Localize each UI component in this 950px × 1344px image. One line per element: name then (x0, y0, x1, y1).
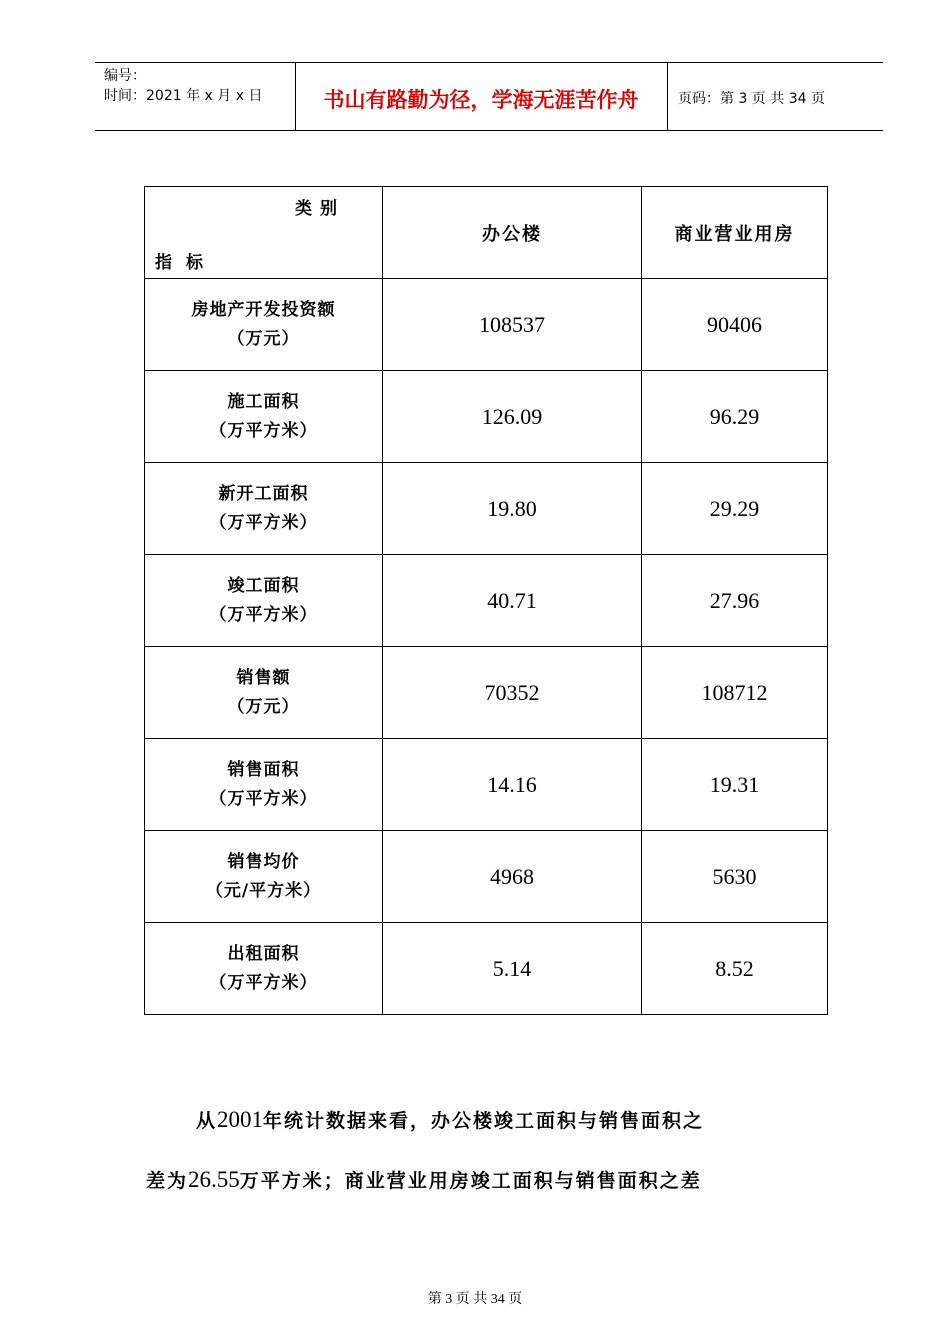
cell-commercial-value: 29.29 (642, 463, 828, 555)
header-bottom-rule (95, 130, 883, 131)
row-label (145, 739, 383, 831)
page-footer: 第 3 页 共 34 页 (427, 1292, 523, 1307)
row-label-name: 销售均价 (227, 851, 300, 872)
cell-office-value: 108537 (383, 279, 642, 371)
cell-commercial-value: 19.31 (642, 739, 828, 831)
table-row (145, 923, 828, 1015)
paragraph-text: 年统计数据来看，办公楼竣工面积与销售面积之 (263, 1110, 705, 1132)
row-label-name: 新开工面积 (218, 483, 309, 504)
row-label-unit: （万元） (227, 328, 300, 349)
row-label-name: 竣工面积 (227, 575, 300, 596)
cell-commercial-value: 90406 (642, 279, 828, 371)
row-label-unit: （万平方米） (209, 972, 318, 993)
table-row (145, 463, 828, 555)
paragraph-text: 差为 (146, 1170, 189, 1192)
paragraph-line-2 (146, 1166, 846, 1193)
cell-office-value: 5.14 (383, 923, 642, 1015)
row-label-name: 房地产开发投资额 (191, 299, 336, 320)
cell-office-value: 70352 (383, 647, 642, 739)
row-label (145, 555, 383, 647)
header-divider-right (667, 62, 668, 130)
row-label (145, 647, 383, 739)
corner-category-label: 类别 (295, 199, 345, 219)
row-label-unit: （元/平方米） (205, 880, 322, 901)
paragraph-year: 2001 (217, 1107, 264, 1132)
row-label-name: 销售额 (236, 667, 291, 688)
row-label-unit: （万平方米） (209, 512, 318, 533)
cell-office-value: 4968 (383, 831, 642, 923)
row-label-unit: （万平方米） (209, 420, 318, 441)
row-label-name: 施工面积 (227, 391, 300, 412)
cell-commercial-value: 108712 (642, 647, 828, 739)
cell-commercial-value: 27.96 (642, 555, 828, 647)
table-row (145, 739, 828, 831)
table-row (145, 371, 828, 463)
cell-commercial-value: 96.29 (642, 371, 828, 463)
paragraph-number: 26.55 (188, 1167, 240, 1192)
row-label (145, 831, 383, 923)
row-label (145, 279, 383, 371)
header-top-rule (95, 62, 883, 63)
cell-commercial-value: 8.52 (642, 923, 828, 1015)
statistics-table (144, 186, 828, 1015)
row-label-name: 出租面积 (227, 943, 300, 964)
paragraph-text: 从 (196, 1110, 218, 1132)
table-row (145, 647, 828, 739)
row-label (145, 371, 383, 463)
row-label-unit: （万平方米） (209, 604, 318, 625)
table-row (145, 831, 828, 923)
header-meta (104, 66, 262, 106)
corner-indicator-label: 指标 (155, 253, 217, 273)
row-label-name: 销售面积 (227, 759, 300, 780)
row-label (145, 923, 383, 1015)
paragraph-line-1 (196, 1106, 896, 1133)
table-row (145, 279, 828, 371)
table-row (145, 555, 828, 647)
cell-office-value: 40.71 (383, 555, 642, 647)
table-header-row (145, 187, 828, 279)
header-code-label: 编号： (104, 68, 146, 84)
row-label-unit: （万平方米） (209, 788, 318, 809)
cell-office-value: 19.80 (383, 463, 642, 555)
cell-office-value: 14.16 (383, 739, 642, 831)
cell-office-value: 126.09 (383, 371, 642, 463)
header-page-info: 页码：第 3 页 共 34 页 (678, 91, 825, 107)
table-corner-cell (145, 187, 383, 279)
column-header-commercial: 商业营业用房 (642, 187, 828, 279)
row-label-unit: （万元） (227, 696, 300, 717)
header-motto: 书山有路勤为径，学海无涯苦作舟 (323, 87, 639, 112)
row-label (145, 463, 383, 555)
column-header-office: 办公楼 (383, 187, 642, 279)
cell-commercial-value: 5630 (642, 831, 828, 923)
header-time-label: 时间：2021 年 x 月 x 日 (104, 88, 263, 104)
paragraph-text: 万平方米；商业营业用房竣工面积与销售面积之差 (239, 1170, 702, 1192)
